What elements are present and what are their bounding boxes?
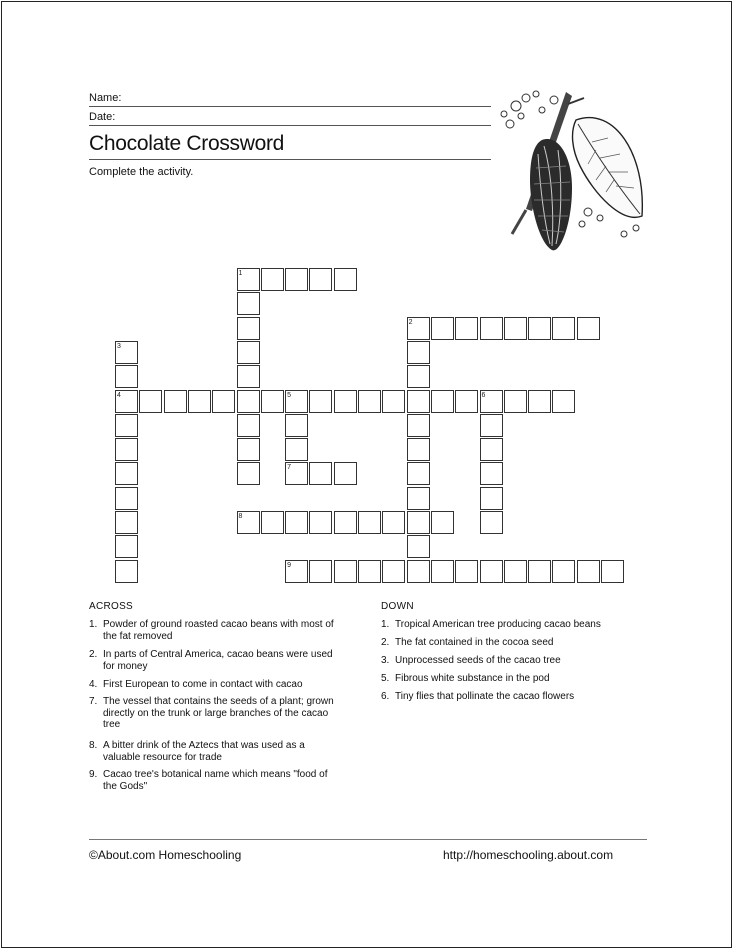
grid-cell[interactable] bbox=[334, 390, 357, 413]
grid-cell[interactable] bbox=[115, 535, 138, 558]
down-heading: DOWN bbox=[381, 601, 414, 612]
grid-cell[interactable] bbox=[577, 560, 600, 583]
grid-cell[interactable] bbox=[480, 487, 503, 510]
grid-cell[interactable] bbox=[407, 341, 430, 364]
grid-cell[interactable] bbox=[552, 390, 575, 413]
grid-cell[interactable] bbox=[334, 511, 357, 534]
down-clue-text: Tiny flies that pollinate the cacao flowers bbox=[395, 691, 575, 702]
across-clue-text: A bitter drink of the Aztecs that was used as a valuable resource for trade bbox=[103, 740, 305, 763]
grid-cell[interactable] bbox=[115, 438, 138, 461]
grid-cell[interactable] bbox=[309, 268, 332, 291]
across-clue-number: 2. bbox=[89, 649, 98, 660]
down-clue-text: Fibrous white substance in the pod bbox=[395, 673, 550, 684]
grid-cell[interactable] bbox=[504, 390, 527, 413]
grid-cell[interactable] bbox=[139, 390, 162, 413]
across-clue-text: The vessel that contains the seeds of a plant; grown directly on the trunk or large branches of the cacao tree bbox=[103, 696, 334, 730]
grid-cell[interactable] bbox=[115, 487, 138, 510]
grid-cell[interactable] bbox=[261, 390, 284, 413]
grid-cell[interactable] bbox=[455, 560, 478, 583]
grid-cell[interactable] bbox=[577, 317, 600, 340]
grid-cell[interactable] bbox=[334, 268, 357, 291]
grid-cell[interactable] bbox=[358, 511, 381, 534]
grid-cell[interactable] bbox=[237, 317, 260, 340]
grid-cell[interactable] bbox=[528, 317, 551, 340]
grid-cell[interactable] bbox=[115, 462, 138, 485]
grid-cell[interactable] bbox=[358, 560, 381, 583]
grid-cell[interactable] bbox=[552, 560, 575, 583]
across-clue bbox=[89, 619, 343, 642]
across-clue-text: Cacao tree's botanical name which means "food of the Gods" bbox=[103, 769, 328, 792]
page-title: Chocolate Crossword bbox=[89, 129, 491, 160]
down-clue-number: 6. bbox=[381, 691, 390, 702]
name-label: Name: bbox=[89, 92, 122, 104]
grid-cell[interactable] bbox=[115, 414, 138, 437]
grid-cell[interactable] bbox=[261, 268, 284, 291]
across-clue-number: 4. bbox=[89, 679, 98, 690]
across-clue-number: 1. bbox=[89, 619, 98, 630]
grid-cell[interactable] bbox=[407, 487, 430, 510]
grid-cell[interactable] bbox=[601, 560, 624, 583]
grid-cell[interactable] bbox=[285, 268, 308, 291]
grid-cell[interactable] bbox=[115, 560, 138, 583]
across-clue-number: 7. bbox=[89, 696, 98, 707]
grid-cell[interactable] bbox=[407, 390, 430, 413]
instructions: Complete the activity. bbox=[89, 166, 194, 178]
down-clue-text: Unprocessed seeds of the cacao tree bbox=[395, 655, 561, 666]
grid-cell[interactable] bbox=[480, 438, 503, 461]
grid-cell[interactable] bbox=[455, 390, 478, 413]
grid-cell[interactable] bbox=[407, 511, 430, 534]
grid-cell[interactable] bbox=[504, 317, 527, 340]
footer-copyright: ©About.com Homeschooling bbox=[89, 848, 242, 862]
grid-cell[interactable] bbox=[237, 365, 260, 388]
across-clue-text: Powder of ground roasted cacao beans with most of the fat removed bbox=[103, 619, 334, 642]
grid-cell[interactable] bbox=[480, 462, 503, 485]
grid-cell[interactable] bbox=[164, 390, 187, 413]
grid-cell[interactable] bbox=[480, 560, 503, 583]
grid-cell[interactable] bbox=[237, 341, 260, 364]
grid-cell[interactable] bbox=[407, 560, 430, 583]
across-clue-text: First European to come in contact with cacao bbox=[103, 679, 303, 690]
down-clue-text: The fat contained in the cocoa seed bbox=[395, 637, 554, 648]
grid-cell[interactable] bbox=[431, 317, 454, 340]
down-clue bbox=[381, 637, 660, 649]
grid-cell[interactable] bbox=[552, 317, 575, 340]
grid-cell[interactable] bbox=[237, 414, 260, 437]
grid-cell[interactable] bbox=[285, 414, 308, 437]
grid-cell[interactable] bbox=[455, 317, 478, 340]
clue-number: 2 bbox=[408, 318, 413, 326]
grid-cell[interactable] bbox=[407, 438, 430, 461]
grid-cell[interactable] bbox=[237, 390, 260, 413]
across-heading: ACROSS bbox=[89, 601, 134, 612]
across-clue bbox=[89, 769, 343, 792]
down-clue-number: 2. bbox=[381, 637, 390, 648]
grid-cell[interactable] bbox=[407, 462, 430, 485]
footer-divider bbox=[89, 839, 647, 840]
grid-cell[interactable] bbox=[407, 365, 430, 388]
grid-cell[interactable] bbox=[407, 414, 430, 437]
grid-cell[interactable] bbox=[358, 390, 381, 413]
grid-cell[interactable] bbox=[431, 390, 454, 413]
clue-number: 3 bbox=[117, 342, 121, 350]
down-clue-number: 1. bbox=[381, 619, 390, 630]
grid-cell[interactable] bbox=[334, 560, 357, 583]
grid-cell[interactable] bbox=[480, 511, 503, 534]
clue-number: 6 bbox=[481, 391, 486, 399]
grid-cell[interactable] bbox=[431, 511, 454, 534]
grid-cell[interactable] bbox=[382, 511, 405, 534]
grid-cell[interactable] bbox=[237, 438, 260, 461]
grid-cell[interactable] bbox=[480, 414, 503, 437]
grid-cell[interactable] bbox=[237, 462, 260, 485]
grid-cell[interactable] bbox=[309, 511, 332, 534]
grid-cell[interactable] bbox=[528, 560, 551, 583]
grid-cell[interactable] bbox=[115, 511, 138, 534]
across-clue bbox=[89, 740, 343, 763]
down-clue-number: 3. bbox=[381, 655, 390, 666]
down-clue bbox=[381, 691, 660, 703]
across-clue bbox=[89, 679, 343, 691]
grid-cell[interactable] bbox=[334, 462, 357, 485]
clue-number: 5 bbox=[287, 391, 291, 399]
grid-cell[interactable] bbox=[261, 511, 284, 534]
grid-cell[interactable] bbox=[431, 560, 454, 583]
grid-cell[interactable] bbox=[115, 365, 138, 388]
grid-cell[interactable] bbox=[237, 292, 260, 315]
grid-cell[interactable] bbox=[285, 511, 308, 534]
across-clue-number: 8. bbox=[89, 740, 98, 751]
grid-cell[interactable] bbox=[309, 390, 332, 413]
grid-cell[interactable] bbox=[382, 560, 405, 583]
clue-number: 4 bbox=[117, 391, 121, 399]
clue-number: 8 bbox=[238, 513, 243, 520]
clue-number: 1 bbox=[238, 270, 243, 277]
across-clue bbox=[89, 649, 343, 672]
down-clue-text: Tropical American tree producing cacao beans bbox=[395, 619, 601, 630]
down-clue bbox=[381, 655, 660, 667]
grid-cell[interactable] bbox=[528, 390, 551, 413]
down-clue-number: 5. bbox=[381, 673, 390, 684]
down-clue bbox=[381, 619, 660, 631]
clue-number: 9 bbox=[287, 561, 291, 569]
grid-cell[interactable] bbox=[309, 560, 332, 583]
grid-cell[interactable] bbox=[480, 317, 503, 340]
grid-cell[interactable] bbox=[309, 462, 332, 485]
grid-cell[interactable] bbox=[212, 390, 235, 413]
across-clue bbox=[89, 696, 343, 731]
across-clue-text: In parts of Central America, cacao beans were used for money bbox=[103, 649, 333, 672]
grid-cell[interactable] bbox=[285, 438, 308, 461]
grid-cell[interactable] bbox=[188, 390, 211, 413]
date-label: Date: bbox=[89, 111, 116, 123]
clue-number: 7 bbox=[287, 464, 291, 472]
down-clue bbox=[381, 673, 660, 685]
across-clue-number: 9. bbox=[89, 769, 98, 780]
grid-cell[interactable] bbox=[504, 560, 527, 583]
footer-url[interactable]: http://homeschooling.about.com bbox=[443, 848, 614, 862]
grid-cell[interactable] bbox=[382, 390, 405, 413]
grid-cell[interactable] bbox=[407, 535, 430, 558]
